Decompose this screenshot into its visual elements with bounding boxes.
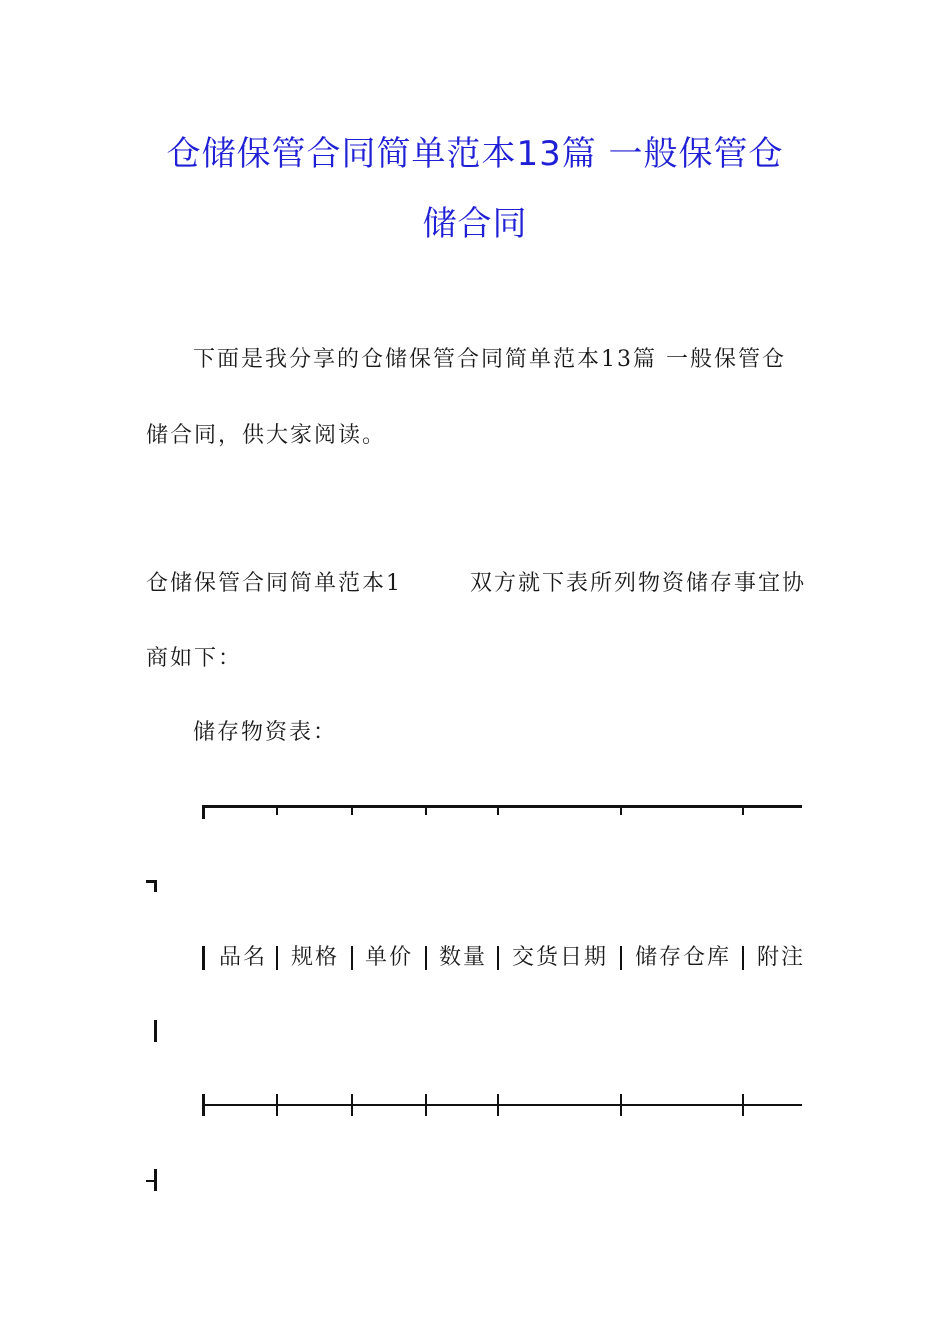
table-column-divider: [425, 946, 427, 970]
document-title-line-2: 储合同: [422, 204, 528, 244]
table-separator-cross: [276, 1094, 278, 1116]
section-1-intro-text: 双方就下表所列物资储存事宜协: [469, 571, 806, 596]
table-column-divider: [742, 946, 744, 970]
table-top-divider: [497, 805, 499, 815]
table-separator-left-joint: [202, 1094, 205, 1116]
table-header-warehouse: 储存仓库: [635, 945, 732, 970]
table-column-divider: [276, 946, 278, 970]
table-separator-cross: [742, 1094, 744, 1116]
table-header-row: [202, 944, 808, 972]
table-top-divider: [276, 805, 278, 815]
table-column-divider: [620, 946, 622, 970]
table-column-divider: [351, 946, 353, 970]
table-column-divider: [497, 946, 499, 970]
table-header-notes: 附注: [757, 945, 806, 970]
table-header-delivery-date: 交货日期: [512, 945, 609, 970]
table-header-spec: 规格: [291, 945, 340, 970]
table-separator-cross: [425, 1094, 427, 1116]
table-top-border: [202, 805, 802, 808]
table-separator-cross: [620, 1094, 622, 1116]
table-separator-cross: [497, 1094, 499, 1116]
table-separator-right-joint-stem: [154, 1169, 157, 1191]
section-1-heading: [146, 573, 806, 595]
table-top-divider: [742, 805, 744, 815]
section-1-intro-continued: 商如下：: [146, 646, 243, 671]
table-header-name: 品名: [219, 945, 268, 970]
table-top-left-corner: [202, 805, 205, 819]
document-title-line-1: 仓储保管合同简单范本13篇 一般保管仓: [166, 134, 784, 174]
table-separator-cross: [351, 1094, 353, 1116]
table-top-divider: [425, 805, 427, 815]
table-right-border: [154, 1020, 157, 1042]
table-top-right-corner-stem: [154, 880, 157, 892]
section-1-title: 仓储保管合同简单范本1: [146, 571, 402, 596]
table-header-unit-price: 单价: [365, 945, 414, 970]
table-top-divider: [351, 805, 353, 815]
table-row-separator: [202, 1104, 802, 1106]
table-label: 储存物资表：: [193, 720, 338, 745]
table-header-quantity: 数量: [439, 945, 488, 970]
table-top-divider: [620, 805, 622, 815]
intro-paragraph-line-1: 下面是我分享的仓储保管合同简单范本13篇 一般保管仓: [193, 347, 786, 372]
intro-paragraph-line-2: 储合同，供大家阅读。: [146, 423, 387, 448]
